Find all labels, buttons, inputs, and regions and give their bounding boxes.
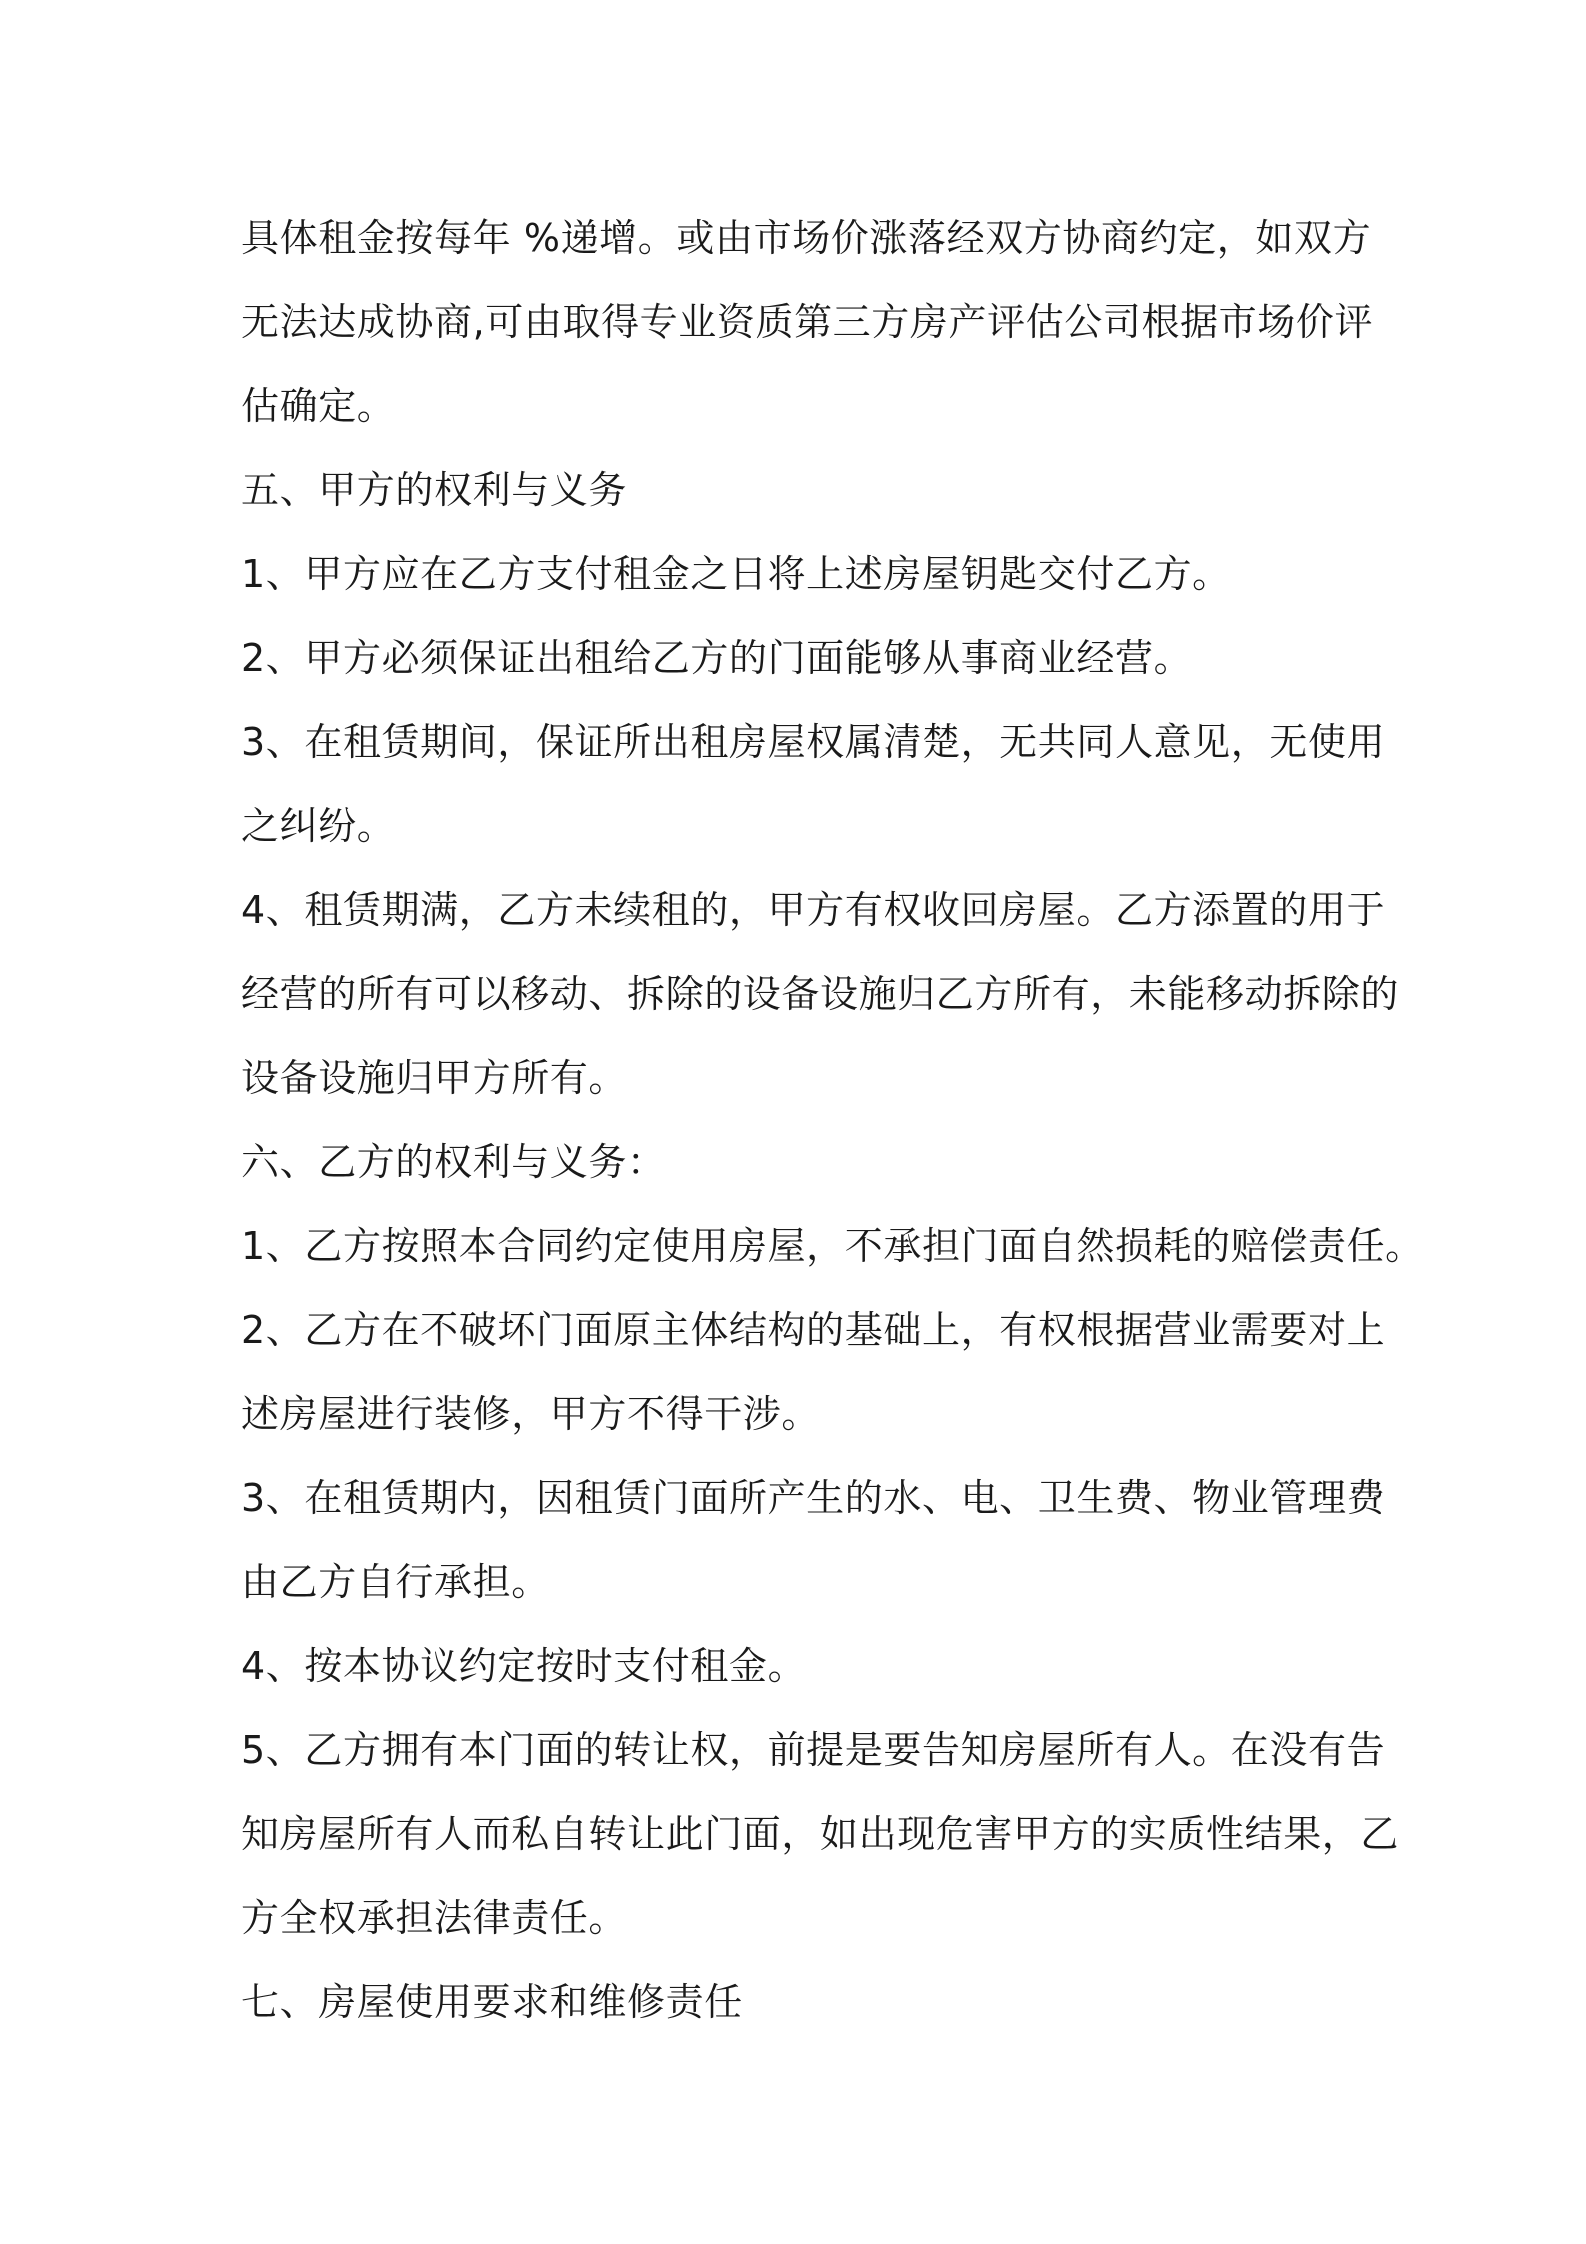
- clause-line: 由乙方自行承担。: [241, 1560, 550, 1604]
- clause-line: 5、乙方拥有本门面的转让权，前提是要告知房屋所有人。在没有告: [241, 1728, 1386, 1772]
- section-heading: 六、乙方的权利与义务：: [241, 1140, 666, 1184]
- clause-line: 设备设施归甲方所有。: [241, 1056, 628, 1100]
- clause-line: 3、在租赁期内，因租赁门面所产生的水、电、卫生费、物业管理费: [241, 1476, 1386, 1520]
- paragraph-line: 具体租金按每年 %递增。或由市场价涨落经双方协商约定，如双方: [241, 216, 1372, 260]
- clause-line: 2、甲方必须保证出租给乙方的门面能够从事商业经营。: [241, 636, 1193, 680]
- clause-line: 4、租赁期满，乙方未续租的，甲方有权收回房屋。乙方添置的用于: [241, 888, 1386, 932]
- clause-line: 2、乙方在不破坏门面原主体结构的基础上，有权根据营业需要对上: [241, 1308, 1386, 1352]
- clause-line: 4、按本协议约定按时支付租金。: [241, 1644, 807, 1688]
- clause-line: 经营的所有可以移动、拆除的设备设施归乙方所有，未能移动拆除的: [241, 972, 1400, 1016]
- clause-line: 3、在租赁期间，保证所出租房屋权属清楚，无共同人意见，无使用: [241, 720, 1386, 764]
- section-heading: 五、甲方的权利与义务: [241, 468, 628, 512]
- paragraph-line: 估确定。: [241, 384, 396, 428]
- document-body: [241, 196, 1424, 2044]
- clause-line: 1、乙方按照本合同约定使用房屋，不承担门面自然损耗的赔偿责任。: [241, 1224, 1424, 1268]
- clause-line: 方全权承担法律责任。: [241, 1896, 628, 1940]
- clause-line: 1、甲方应在乙方支付租金之日将上述房屋钥匙交付乙方。: [241, 552, 1231, 596]
- clause-line: 述房屋进行装修，甲方不得干涉。: [241, 1392, 821, 1436]
- clause-line: 知房屋所有人而私自转让此门面，如出现危害甲方的实质性结果，乙: [241, 1812, 1400, 1856]
- section-heading: 七、房屋使用要求和维修责任: [241, 1980, 743, 2024]
- clause-line: 之纠纷。: [241, 804, 396, 848]
- paragraph-line: 无法达成协商,可由取得专业资质第三方房产评估公司根据市场价评: [241, 300, 1374, 344]
